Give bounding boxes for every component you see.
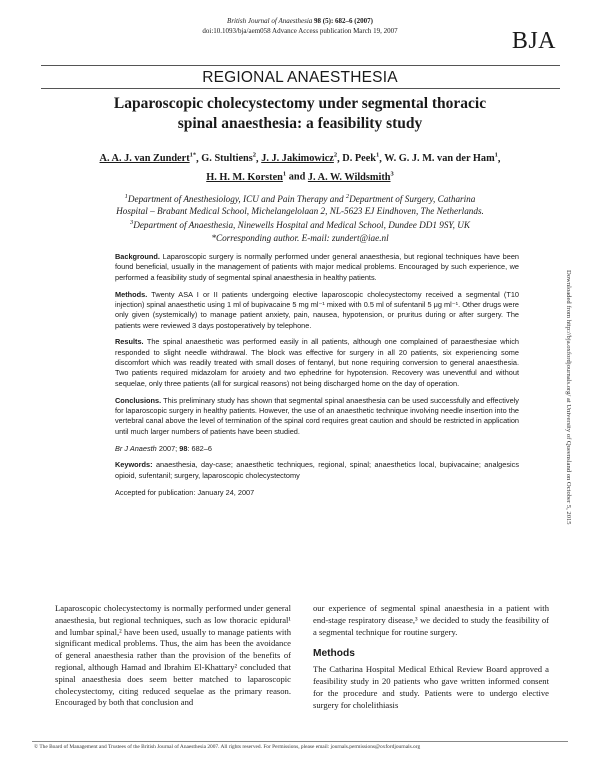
accepted-date: Accepted for publication: January 24, 2007 bbox=[115, 487, 255, 497]
abstract-results: Results. The spinal anaesthetic was performed easily in all patients, although one complained of paraesthesiae which responded to slight needle withdrawal. The block was effective for surgery in all 20 patients, six experiencing some discomfort which was readily treated with small doses of fentanyl, but none requiring conversion to general anaesthesia. Two patients required midazolam for anxiety and two ephedrine for hypotension. Recovery was uneventful and without sequelae, only three patients (all for surgical reasons) not being discharged home on the day of operation. bbox=[115, 337, 519, 388]
abstract bbox=[115, 252, 519, 504]
abstract-background: Background. Laparoscopic surgery is normally performed under general anaesthesia, but regional techniques have been found beneficial, usually in the management of patients with major medical problems. Encouraged by such experience, we performed a feasibility study of segmental spinal anaesthesia in healthy patients. bbox=[115, 252, 519, 282]
download-watermark: Downloaded from http://bja.oxfordjournals.org/ at University of Queensland on October 5, 2015 bbox=[565, 270, 572, 525]
title-line-1: Laparoscopic cholecystectomy under segmental thoracic bbox=[113, 95, 487, 112]
body-column-right bbox=[313, 603, 549, 711]
methods-heading: Methods bbox=[313, 648, 355, 660]
author-name: H. H. M. Korsten$^1$ bbox=[206, 170, 287, 183]
methods-paragraph: The Catharina Hospital Medical Ethical Review Board approved a feasibility study in 20 patients who gave written informed consent for the procedure and study. Patients were to undergo elective surgery for cholelithiasis bbox=[313, 664, 549, 710]
keywords: Keywords: anaesthesia, day-case; anaesthetic techniques, regional, spinal; anaesthetics local, bupivacaine; analgesics opioid, sufentanil; surgery, laparoscopic cholecystectomy bbox=[115, 460, 519, 480]
footer-rule bbox=[32, 741, 568, 742]
affiliation-1: Department of Anesthesiology, ICU and Pain Therapy and bbox=[127, 194, 346, 205]
section-heading: REGIONAL ANAESTHESIA bbox=[202, 69, 398, 86]
citation: Br J Anaesth 2007; 98: 682–6 bbox=[115, 443, 212, 453]
journal-name: British Journal of Anaesthesia bbox=[227, 17, 313, 25]
author-name: J. J. Jakimowicz$^2$ bbox=[261, 152, 338, 165]
author-name: J. A. W. Wildsmith$^3$ bbox=[307, 170, 394, 183]
corresponding-author: *Corresponding author. E-mail: zundert@iae.nl bbox=[211, 232, 389, 243]
author-name: A. A. J. van Zundert$^{1*}$ bbox=[99, 152, 197, 165]
intro-continued: our experience of segmental spinal anaesthesia in a patient with end-stage respiratory disease,³ we decided to study the feasibility of a segmental technique for routine surgery. bbox=[313, 603, 549, 637]
affiliation-3: Department of Anaesthesia, Ninewells Hospital and Medical School, Dundee DD1 9SY, UK bbox=[133, 220, 471, 231]
author-name: G. Stultiens$^2$ bbox=[201, 152, 257, 165]
journal-header bbox=[0, 16, 600, 36]
copyright-footer: © The Board of Management and Trustees of the British Journal of Anaesthesia 2007. All rights reserved. For Permissions, please email: journals.permissions@oxfordjournals.org bbox=[34, 744, 421, 750]
author-name: W. G. J. M. van der Ham$^1$ bbox=[384, 152, 498, 165]
abstract-methods: Methods. Twenty ASA I or II patients undergoing elective laparoscopic cholecystectomy received a segmental (T10 injection) spinal anaesthetic using 1 ml of bupivacaine 5 mg ml⁻¹ mixed with 0.5 ml of sufentanil 5 μg ml⁻¹. Other drugs were only given (systemically) to manage patient anxiety, pain, nausea, hypotension, or pruritus during or after surgery. The patients were reviewed 3 days postoperatively by telephone. bbox=[115, 289, 519, 330]
body-column-left bbox=[55, 603, 291, 709]
bja-logo: BJA bbox=[511, 28, 556, 54]
author-name: D. Peek$^1$ bbox=[342, 152, 380, 165]
author-list bbox=[0, 148, 600, 185]
intro-paragraph: Laparoscopic cholecystectomy is normally performed under general anaesthesia, but regional techniques, such as low thoracic epidural¹ and lumbar spinal,² have been used, usually to manage patients with significant medical problems. Thus, the aim has been the avoidance of general anaesthesia rather than the provision of the benefits of regional, although Hamad and Ibrahim El-Khattary² concluded that spinal anaesthesia does seem better matched to laparoscopic cholecystectomy, citing reduced sequelae as the primary reason. Encouraged by both that conclusion and bbox=[55, 603, 291, 708]
article-title bbox=[0, 94, 600, 134]
authors-line-2: H. H. M. Korsten$^1$ and J. A. W. Wildsmith$^3$ bbox=[206, 170, 394, 183]
volume-issue: 98 (5): 682–6 (2007) bbox=[314, 17, 373, 25]
affiliations: $^1$Department of Anesthesiology, ICU and Pain Therapy and $^2$Department of Surgery, Catharina Hospital – Brabant Medical School, Michelangelolaan 2, NL-5623 EJ Eindhoven, The Netherlands. $^3$Department of Anaesthesia, Ninewells Hospital and Medical School, Dundee DD1 9SY, UK *Corresponding author. E-mail: zundert@iae.nl bbox=[0, 191, 600, 244]
title-line-2: spinal anaesthesia: a feasibility study bbox=[177, 115, 423, 132]
section-rule-bottom bbox=[41, 88, 560, 89]
affiliation-2b: Hospital – Brabant Medical School, Michelangelolaan 2, NL-5623 EJ Eindhoven, The Netherlands. bbox=[116, 206, 484, 217]
abstract-conclusions: Conclusions. This preliminary study has shown that segmental spinal anaesthesia can be used successfully and effectively for laparoscopic surgery in healthy patients. However, the use of an anaesthetic technique involving needle insertion into the vertebral canal above the level of termination of the spinal cord requires great caution and should be restricted in application until much larger numbers of patients have been studied. bbox=[115, 395, 519, 436]
doi-line: doi:10.1093/bja/aem058 Advance Access publication March 19, 2007 bbox=[202, 27, 398, 35]
section-rule-top bbox=[41, 65, 560, 66]
affiliation-2a: Department of Surgery, Catharina bbox=[349, 194, 476, 205]
authors-line-1: A. A. J. van Zundert$^{1*}$, G. Stultiens$^2$, J. J. Jakimowicz$^2$, D. Peek$^1$, W. G. J. M. van der Ham$^1$, bbox=[99, 152, 501, 165]
